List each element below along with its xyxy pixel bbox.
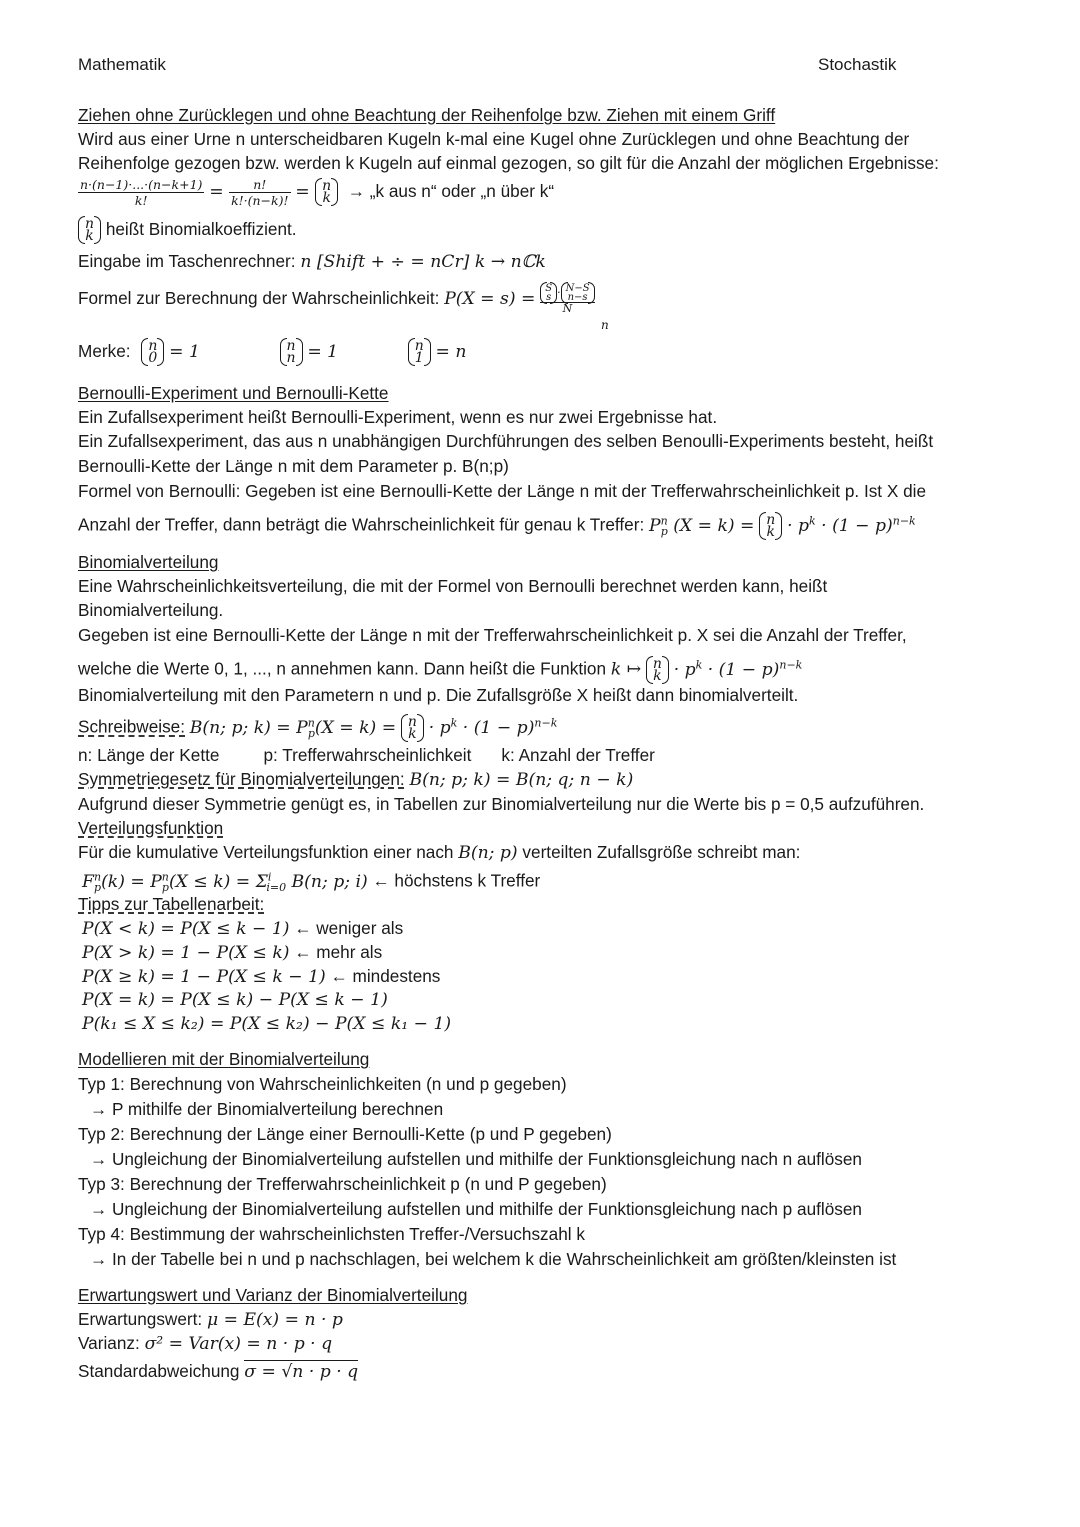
section-title-erwartungswert: Erwartungswert und Varianz der Binomialverteilung <box>78 1285 468 1305</box>
typ-step: → Ungleichung der Binomialverteilung aufstellen und mithilfe der Funktionsgleichung nach p auflösen <box>90 1199 862 1219</box>
paragraph-line: Binomialverteilung mit den Parametern n und p. Die Zufallsgröße X heißt dann binomialverteilt. <box>78 685 799 705</box>
fraction-denominator: n <box>601 318 609 332</box>
binomial-coefficient: n k <box>78 218 101 242</box>
typ-line: Typ 2: Berechnung der Länge einer Bernoulli-Kette (p und P gegeben) <box>78 1124 612 1144</box>
binomial-coefficient: n k <box>759 514 782 538</box>
tip-formula: P(X = k) = P(X ≤ k) − P(X ≤ k − 1) <box>82 990 388 1010</box>
binomial-coefficient: n k <box>315 180 338 204</box>
subheading-verteilungsfunktion: Verteilungsfunktion <box>78 818 224 838</box>
typ-line: Typ 3: Berechnung der Trefferwahrscheinlichkeit p (n und P gegeben) <box>78 1174 607 1194</box>
binomial-n-0: n 0 <box>141 340 164 364</box>
section-title-modellieren: Modellieren mit der Binomialverteilung <box>78 1049 370 1069</box>
paragraph-line: Formel von Bernoulli: Gegeben ist eine Bernoulli-Kette der Länge n mit der Trefferwahrscheinlichkeit p. Ist X die <box>78 481 927 501</box>
paragraph-line: Reihenfolge gezogen bzw. werden k Kugeln auf einmal gezogen, so gilt für die Anzahl der möglichen Ergebnisse: <box>78 153 939 173</box>
tip-formula: P(X > k) = 1 − P(X ≤ k) ← mehr als <box>82 942 383 963</box>
notation-line: Schreibweise: B(n; p; $k) = P^n_p(X = k)$ = n k · $p^k \cdot (1 - p)^{n-k}$ <box>78 714 558 743</box>
paragraph-line: Aufgrund dieser Symmetrie genügt es, in Tabellen zur Binomialverteilung nur die Werte bis p = 0,5 aufzuführen. <box>78 794 925 814</box>
section-title-ziehen: Ziehen ohne Zurücklegen und ohne Beachtung der Reihenfolge bzw. Ziehen mit einem Griff <box>78 105 776 125</box>
binomial-n-n: n n <box>280 340 303 364</box>
read-as-text: → „k aus n“ oder „n über k“ <box>347 181 555 201</box>
paragraph-line: Für die kumulative Verteilungsfunktion einer nach B(n; p) verteilten Zufallsgröße schreibt man: <box>78 842 801 863</box>
binomial-formula-line: $\frac{n\cdot(n-1)\cdot...\cdot(n-k+1)}{k!}$ = $\frac{n!}{k!\cdot(n-k)!}$ = n k → „k aus n“ oder „n über k“ <box>80 176 555 208</box>
tip-formula: P(k₁ ≤ X ≤ k₂) = P(X ≤ k₂) − P(X ≤ k₁ − 1) <box>82 1014 452 1034</box>
tip-formula: P(X < k) = P(X ≤ k − 1) ← weniger als <box>82 918 404 939</box>
typ-line: Typ 4: Bestimmung der wahrscheinlichsten Treffer-/Versuchszahl k <box>78 1224 585 1244</box>
variance-line: Varianz: σ² = Var(x) = n · p · q <box>78 1333 333 1354</box>
binomial-coefficient: n k <box>646 658 669 682</box>
merke-line: Merke: n 0 = 1 n n = 1 n 1 = n <box>78 338 467 367</box>
typ-step: → P mithilfe der Binomialverteilung berechnen <box>90 1099 444 1119</box>
paragraph-line: Ein Zufallsexperiment heißt Bernoulli-Experiment, wenn es nur zwei Ergebnisse hat. <box>78 407 718 427</box>
bernoulli-formula-line: Anzahl der Treffer, dann beträgt die Wahrscheinlichkeit für genau k Treffer: $P^n_p$ (X = k) = n k · $p^k \cdot (1 - p)^{n-k}$ <box>78 512 916 541</box>
typ-line: Typ 1: Berechnung von Wahrscheinlichkeiten (n und p gegeben) <box>78 1074 567 1094</box>
parameter-legend: n: Länge der Kette p: Trefferwahrscheinlichkeit k: Anzahl der Treffer <box>78 745 655 765</box>
subheading-tipps: Tipps zur Tabellenarbeit: <box>78 894 265 914</box>
expectation-line: Erwartungswert: μ = E(x) = n · p <box>78 1309 343 1330</box>
paragraph-line: Gegeben ist eine Bernoulli-Kette der Länge n mit der Trefferwahrscheinlichkeit p. X sei die Anzahl der Treffer, <box>78 625 907 645</box>
binomial-coefficient: n k <box>401 716 424 740</box>
typ-step: → Ungleichung der Binomialverteilung aufstellen und mithilfe der Funktionsgleichung nach n auflösen <box>90 1149 862 1169</box>
paragraph-line: Binomialverteilung. <box>78 600 224 620</box>
symmetry-law: Symmetriegesetz für Binomialverteilungen: B(n; p; k) = B(n; q; n − k) <box>78 769 634 790</box>
function-line: welche die Werte 0, 1, ..., n annehmen kann. Dann heißt die Funktion k ↦ n k · $p^k \cdot (1 - p)^{n-k}$ <box>78 656 803 685</box>
paragraph-line: Ein Zufallsexperiment, das aus n unabhängigen Durchführungen des selben Benoulli-Experiments besteht, heißt <box>78 431 934 451</box>
header-subject: Mathematik <box>78 55 166 74</box>
paragraph-line: Eine Wahrscheinlichkeitsverteilung, die mit der Formel von Bernoulli berechnet werden kann, heißt <box>78 576 828 596</box>
section-title-bernoulli: Bernoulli-Experiment und Bernoulli-Kette <box>78 383 389 403</box>
fraction-product: $\frac{n\cdot(n-1)\cdot...\cdot(n-k+1)}{k!}$ <box>80 176 203 208</box>
probability-formula: Formel zur Berechnung der Wahrscheinlichkeit: P(X = s) = S s · N−S n−s N <box>78 278 1020 319</box>
tip-formula: P(X ≥ k) = 1 − P(X ≤ k − 1) ← mindestens <box>82 966 441 987</box>
section-title-binomialverteilung: Binomialverteilung <box>78 552 219 572</box>
calculator-input: Eingabe im Taschenrechner: n [Shift + ÷ = nCr] k → nℂk <box>78 251 546 272</box>
binomial-definition: n k heißt Binomialkoeffizient. <box>78 218 1020 242</box>
paragraph-line: Wird aus einer Urne n unterscheidbaren Kugeln k-mal eine Kugel ohne Zurücklegen und ohne Beachtung der <box>78 129 910 149</box>
standard-deviation-line: Standardabweichung σ = √n · p · q <box>78 1361 359 1382</box>
paragraph-line: Bernoulli-Kette der Länge n mit dem Parameter p. B(n;p) <box>78 456 509 476</box>
fraction-factorial: $\frac{n!}{k!\cdot(n-k)!}$ <box>231 176 289 208</box>
hypergeometric-fraction: S s · N−S n−s N <box>540 284 594 315</box>
cumulative-formula: $F^n_p(k) = P^n_p(X \le k) = \Sigma^i_{i=0}$ B(n; p; i) ← höchstens k Treffer <box>82 870 541 895</box>
typ-step: → In der Tabelle bei n und p nachschlagen, bei welchem k die Wahrscheinlichkeit am größten/kleinsten ist <box>90 1249 897 1269</box>
binomial-n-1: n 1 <box>408 340 431 364</box>
header-topic: Stochastik <box>818 55 897 74</box>
